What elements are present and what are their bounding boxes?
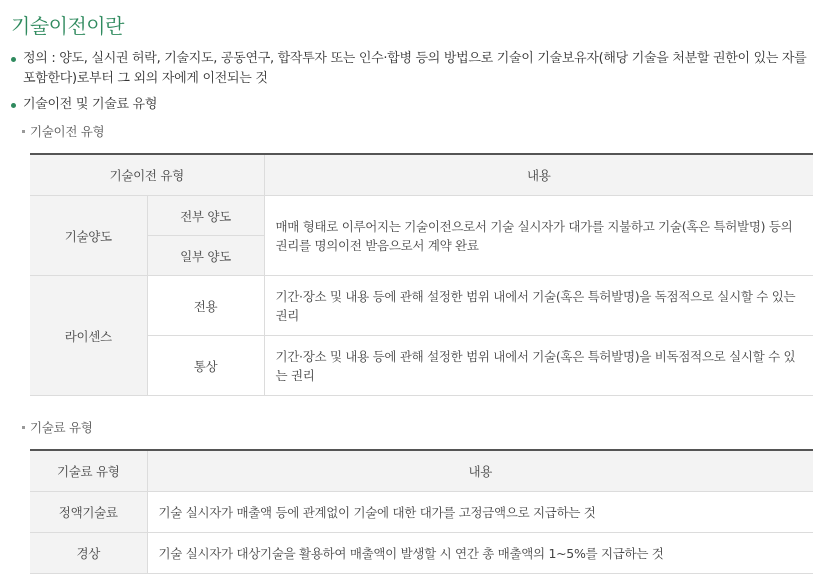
royalty-types-table (30, 449, 813, 574)
table-row (30, 533, 813, 574)
table-row (30, 276, 813, 336)
bullet-dot-icon (11, 103, 16, 108)
transfer-types-table (30, 153, 813, 396)
royalty-types-heading-text: 기술료 유형 (30, 420, 93, 435)
types-heading-item (11, 95, 816, 115)
column-header-type: 기술이전 유형 (30, 154, 264, 196)
table-row (30, 336, 813, 396)
square-bullet-icon (22, 426, 25, 429)
table-row (30, 492, 813, 533)
bullet-dot-icon (11, 57, 16, 62)
royalty-type-cell: 정액기술료 (30, 492, 147, 533)
page-title: 기술이전이란 (11, 14, 124, 38)
definition-item (11, 49, 816, 89)
category-cell: 라이센스 (30, 276, 147, 396)
content-cell: 기술 실시자가 대상기술을 활용하여 매출액이 발생할 시 연간 총 매출액의 1~5%를 지급하는 것 (147, 533, 813, 574)
column-header-content: 내용 (264, 154, 813, 196)
table-header-row (30, 154, 813, 196)
content-cell: 매매 형태로 이루어지는 기술이전으로서 기술 실시자가 대가를 지불하고 기술(혹은 특허발명) 등의 권리를 명의이전 받음으로서 계약 완료 (264, 196, 813, 276)
square-bullet-icon (22, 130, 25, 133)
column-header-type: 기술료 유형 (30, 450, 147, 492)
category-cell: 기술양도 (30, 196, 147, 276)
subtype-cell: 전부 양도 (147, 196, 264, 236)
royalty-types-heading (22, 418, 93, 436)
subtype-cell: 통상 (147, 336, 264, 396)
column-header-content: 내용 (147, 450, 813, 492)
table-row (30, 196, 813, 236)
transfer-types-heading-text: 기술이전 유형 (30, 124, 105, 139)
definition-text: 정의 : 양도, 실시권 허락, 기술지도, 공동연구, 합작투자 또는 인수·합병 등의 방법으로 기술이 기술보유자(해당 기술을 처분할 권한이 있는 자를 포함한다)로부터 그 외의 자에게 이전되는 것 (23, 51, 807, 86)
royalty-type-cell: 경상 (30, 533, 147, 574)
table-header-row (30, 450, 813, 492)
subtype-cell: 일부 양도 (147, 236, 264, 276)
subtype-cell: 전용 (147, 276, 264, 336)
content-cell: 기술 실시자가 매출액 등에 관계없이 기술에 대한 대가를 고정금액으로 지급하는 것 (147, 492, 813, 533)
transfer-types-heading (22, 122, 104, 140)
content-cell: 기간·장소 및 내용 등에 관해 설정한 범위 내에서 기술(혹은 특허발명)을 비독점적으로 실시할 수 있는 권리 (264, 336, 813, 396)
content-cell: 기간·장소 및 내용 등에 관해 설정한 범위 내에서 기술(혹은 특허발명)을 독점적으로 실시할 수 있는 권리 (264, 276, 813, 336)
types-heading-text: 기술이전 및 기술료 유형 (23, 97, 158, 112)
